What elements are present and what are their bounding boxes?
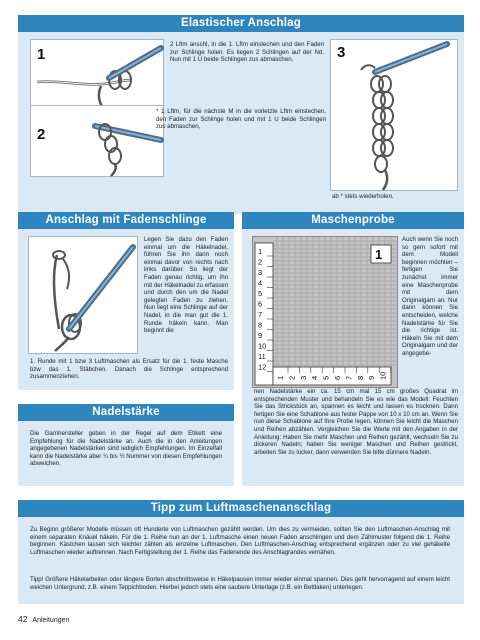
ruler-row-label: 10 bbox=[258, 341, 267, 351]
section-loop bbox=[18, 212, 234, 390]
ruler-row-label: 9 bbox=[258, 331, 263, 340]
ruler-row-label: 2 bbox=[258, 257, 263, 267]
gauge-text-bottom: nen Nadelstärke ein ca. 15 cm mal 15 cm großes Quadrat im entsprechenden Muster und behandeln Sie es wie das Modell: Feuchten Sie das Strickstück an, spannen es leicht und lassen es trocknen. Dann fertigen Sie eine Schablone aus fester Pappe von 10 x 10 cm an. Wenn Sie nun diese Schablone auf Ihre Probe legen, können Sie leicht die Maschen und Reihen abzählen. Vergleichen Sie die Werte mit den Angaben in der Anleitung: Haben Sie mehr Maschen und Reihen gezählt, wechseln Sie zu dickeren Nadeln; haben Sie weniger Maschen und Reihen gestrickt, arbeiten Sie zu locker, dann verwenden Sie bitte dünnere Nadeln. bbox=[254, 388, 458, 456]
gauge-figure-number: 1 bbox=[375, 247, 383, 262]
step3-illustration bbox=[330, 39, 458, 191]
step1-text: 2 Lftm anschl, in die 1. Lftm einstechen und den Faden zur Schlinge holen. Es liegen 2 Schlingen auf der Nd. Nun mit 1 U beide Schlingen zus abmaschen. bbox=[170, 41, 324, 64]
needle-text: Die Garnhersteller geben in der Regel auf dem Etikett eine Empfehlung für die Nadelstärke an. Auch die in den Anleitungen angegebenen Nadelstärken sind lediglich Empfehlungen. Im Einzelfall kann die Nadelstärke aber ¼ bis ½ Nummer von diesen Empfehlungen abweichen. bbox=[30, 430, 222, 468]
section-title-loop: Anschlag mit Fadenschlinge bbox=[18, 212, 234, 229]
section-needle bbox=[18, 404, 234, 486]
section-title-needle: Nadelstärke bbox=[18, 404, 234, 421]
ruler-col-label: 8 bbox=[355, 375, 365, 380]
ruler-row-label: 5 bbox=[258, 289, 263, 298]
tip-paragraph-2: Tipp! Größere Häkelarbeiten oder längere Borten abschnittsweise in Häkelpausen immer wieder einmal spannen. Dies geht hervorragend auf einem leicht weichen Untergrund, z.B. einem Teppichboden. Hierbei jedoch stets eine saubere Unterlage (z.B. ein Bettlaken) unterlegen. bbox=[30, 576, 450, 591]
ruler-col-label: 10 bbox=[378, 371, 388, 380]
page-number: 42 bbox=[18, 614, 28, 624]
page-label: Anleitungen bbox=[32, 617, 70, 624]
loop-crochet-drawing bbox=[29, 237, 137, 353]
ruler-row-label: 8 bbox=[258, 320, 263, 330]
step2-number: 2 bbox=[37, 126, 46, 143]
step2-crochet-drawing bbox=[31, 106, 163, 176]
page-footer bbox=[18, 614, 69, 624]
step1-number: 1 bbox=[37, 46, 46, 63]
ruler-col-label: 4 bbox=[310, 375, 320, 380]
step2-illustration bbox=[30, 105, 164, 177]
ruler-row-label: 6 bbox=[258, 299, 263, 309]
ruler-col-label: 6 bbox=[333, 375, 342, 380]
loop-illustration bbox=[28, 236, 138, 354]
section-title-tip: Tipp zum Luftmaschenanschlag bbox=[18, 500, 464, 517]
ruler-row-label: 12 bbox=[258, 362, 267, 372]
ruler-row-label: 7 bbox=[258, 310, 263, 319]
ruler-col-label: 5 bbox=[321, 375, 331, 380]
loop-text-right: Legen Sie dazu den Faden einmal um die Häkelnadel, führen Sie ihn dann noch einmal davor von rechts nach links darüber. So liegt der Faden genau richtig, um ihn mit der Häkelnadel zu erfassen und durch den um die Nadel gelegten Faden zu ziehen. Nun liegt eine Schlinge auf der Nadel, in die man gut die 1. Runde häkeln kann. Man beginnt die bbox=[144, 236, 229, 335]
gauge-text-right: Auch wenn Sie noch so gern sofort mit dem Modell beginnen möchten – fertigen Sie zunächst immer eine Maschenprobe mit dem Originalgarn an. Nur dann können Sie entscheiden, welche Nadelstärke für Sie die richtige ist. Häkeln Sie mit dem Originalgarn und der angegebe- bbox=[402, 236, 458, 357]
tip-paragraph-1: Zu Beginn größerer Modelle müssen oft Hunderte von Luftmaschen gezählt werden. Um dies zu vermeiden, sollten Sie den Luftmaschen-Anschlag mit einem separaten Knäuel häkeln. Für die 1. Reihe nun an der 1. Luftmasche einen neuen Faden anschlingen und dem Zählmuster folgend die 1. Reihe beginnen. Kästchen lassen sich leichter zählen als einzelne Luftmaschen. Den Luftmaschen-Anschlag entsprechend ergänzen oder zu viel gehäkelte Luftmaschen wieder auftrennen. Nach Fertigstellung der 1. Reihe das Fadenende des Anschlagrandes vernähen. bbox=[30, 526, 450, 556]
ruler-row-label: 1 bbox=[258, 247, 263, 256]
ruler-col-label: 2 bbox=[287, 375, 297, 380]
gauge-swatch bbox=[252, 236, 398, 388]
section-title-gauge: Maschenprobe bbox=[242, 212, 464, 229]
section-title-elastic: Elastischer Anschlag bbox=[18, 15, 464, 32]
ruler-col-label: 9 bbox=[367, 375, 377, 380]
step3-crochet-drawing bbox=[331, 40, 457, 190]
ruler-col-label: 7 bbox=[344, 375, 354, 380]
ruler-row-label: 11 bbox=[258, 352, 266, 361]
section-gauge bbox=[242, 212, 464, 486]
ruler-row-label: 3 bbox=[258, 268, 263, 277]
loop-text-bottom: 1. Runde mit 1 bzw 3 Luftmaschen als Ersatz für die 1. feste Masche bzw das 1. Stäbchen. Danach die Schlinge entsprechend zusammenziehen. bbox=[30, 358, 228, 381]
ruler-row-label: 4 bbox=[258, 278, 263, 288]
ruler-col-label: 1 bbox=[276, 375, 285, 380]
step1-illustration bbox=[30, 39, 164, 113]
step2-text: * 1 Lftm, für die nächste M in die vorletzte Lftm einstechen, den Faden zur Schlinge holen und mit 1 U beide Schlingen zus abmaschen, bbox=[156, 108, 326, 131]
section-elastic bbox=[18, 15, 464, 214]
step3-number: 3 bbox=[337, 44, 346, 61]
step3-text: ab * stets wiederholen. bbox=[332, 193, 394, 200]
section-tip bbox=[18, 500, 464, 604]
ruler-col-label: 3 bbox=[298, 375, 308, 380]
step1-crochet-drawing bbox=[31, 40, 163, 112]
